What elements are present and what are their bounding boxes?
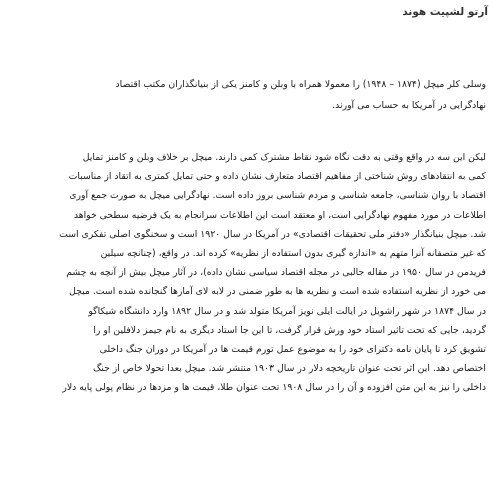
paragraph-line: فریدمن در سال ۱۹۵۰ در مقاله جالبی در مجله اقتصاد سیاسی نشان داده)، در آثار میچل بیش از آنچه به چشم <box>66 267 486 279</box>
paragraph-line: شد. میچل بنیانگذار «دفتر ملی تحقیقات اقتصادی» در آمریکا در سال ۱۹۲۰ است و سخنگوی اصلی تفکری است <box>59 228 486 240</box>
paragraph-line: اختصاص دهد. این اثر تحت عنوان تاریخچه دلار در سال ۱۹۰۳ منتشر شد. میچل بعدا تحولا خاص از جنگ <box>92 363 486 375</box>
paragraph-2 <box>28 148 486 398</box>
paragraph-line: اقتصاد با روان شناسی، جامعه شناسی و مردم شناسی بروز داده است. نهادگرایی میچل به صورت جمع آوری <box>69 190 486 202</box>
paragraph-line: کمی به انتقادهای روش شناختی از مفاهیم اقتصاد متعارف نشان داده و حتی تمایل کمتری به اتقاد از مناسبات <box>68 171 486 183</box>
paragraph-line: تشویق کرد تا پایان نامه دکترای خود را به موضوع عمل تورم قیمت ها در آمریکا در دوران جنگ داخلی <box>99 344 486 356</box>
paragraph-line: نهادگرایی در آمریکا به حساب می آورند. <box>332 100 486 111</box>
paragraph-line: اطلاعات در مورد مفهوم نهادگرایی است، او معتقد است این اطلاعات سرانجام به یک فرضیه سطحی خواهد <box>73 209 486 221</box>
paragraph-line: در سال ۱۸۷۴ در شهر راشویل در ایالت ایلی نویز آمریکا متولد شد و در سال ۱۸۹۲ وارد دانشگاه شیکاگو <box>88 305 486 317</box>
paragraph-line: که غیر متصفانه آنرا متهم به «اندازه گیری بدون استفاده از نظریه» کرده اند. در واقع، (چنانچه سیلین <box>100 248 486 260</box>
page-header: آرتو لشپیت هوند <box>402 6 488 18</box>
paragraph-line: می خورد از نظریه استفاده شده است و نظریه ها به طور ضمنی در لابه لای آمارها گنجانده شده است. میچل <box>69 286 486 298</box>
paragraph-line: گردید، جایی که تحت تاثیر استاد خود ورش قرار گرفت، تا این جا استاد دیگری به نام جیمز دلافلین او را <box>93 324 486 336</box>
paragraph-line: لیکن این سه در واقع وقتی به دقت نگاه شود نقاط مشترک کمی دارند. میچل بر خلاف وبلن و کامنز تمایل <box>82 152 486 163</box>
paragraph-1 <box>48 74 486 116</box>
paragraph-line: داخلی را نیز به این متن افزوده و آن را در سال ۱۹۰۸ تحت عنوان طلا، قیمت ها و مزدها در نظام پولی پایه دلار <box>62 382 486 394</box>
paragraph-line: وسلی کلر میچل (۱۸۷۴ – ۱۹۴۸) را معمولا همراه با وبلن و کامنز یکی از بنیانگذاران مکتب اقتصاد <box>115 79 486 90</box>
